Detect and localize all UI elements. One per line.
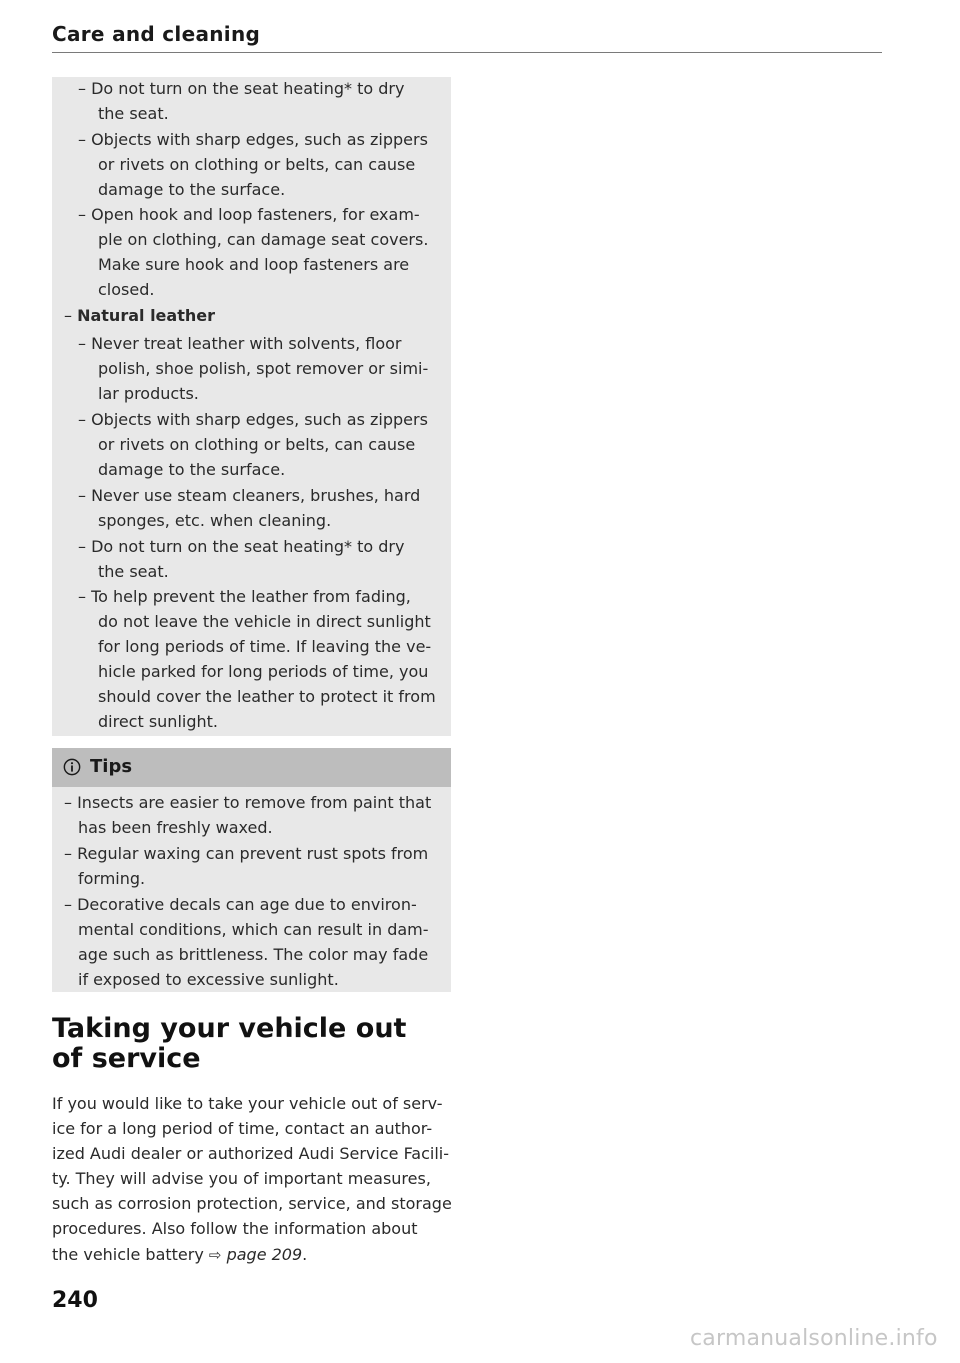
warning-line: the seat.: [98, 562, 169, 581]
info-icon: [63, 758, 81, 776]
warning-line: sponges, etc. when cleaning.: [98, 511, 332, 530]
arrow-right-icon: ⇨: [208, 1246, 222, 1264]
warning-line: lar products.: [98, 384, 199, 403]
tips-line: – Regular waxing can prevent rust spots from: [64, 844, 429, 863]
body-line: ized Audi dealer or authorized Audi Service Facili-: [52, 1144, 450, 1163]
warning-line: – Never use steam cleaners, brushes, hard: [78, 486, 421, 505]
warning-line: – Open hook and loop fasteners, for exam-: [78, 205, 420, 224]
tips-line: – Insects are easier to remove from paint that: [64, 793, 432, 812]
warning-line: polish, shoe polish, spot remover or simi-: [98, 359, 429, 378]
warning-line: – Never treat leather with solvents, floor: [78, 334, 402, 353]
body-text: the vehicle battery: [52, 1245, 209, 1264]
warning-line: – To help prevent the leather from fading,: [78, 587, 411, 606]
header-divider: [52, 52, 882, 53]
warning-box: [52, 77, 451, 736]
natural-leather-heading: [64, 306, 215, 326]
body-line: ice for a long period of time, contact an author-: [52, 1119, 433, 1138]
tips-line: if exposed to excessive sunlight.: [78, 970, 339, 989]
warning-line: damage to the surface.: [98, 180, 286, 199]
tips-line: – Decorative decals can age due to environ-: [64, 895, 417, 914]
body-line: procedures. Also follow the information about: [52, 1219, 418, 1238]
tips-box: [52, 748, 451, 992]
tips-line: forming.: [78, 869, 146, 888]
tips-header: [52, 748, 451, 787]
watermark: carmanualsonline.info: [690, 1326, 938, 1351]
section-title-line: Taking your vehicle out: [52, 1013, 407, 1044]
warning-line: closed.: [98, 280, 155, 299]
warning-line: direct sunlight.: [98, 712, 218, 731]
warning-line: ple on clothing, can damage seat covers.: [98, 230, 429, 249]
warning-line: – Do not turn on the seat heating* to dry: [78, 79, 405, 98]
body-line-with-ref: [52, 1245, 307, 1265]
warning-line: or rivets on clothing or belts, can cause: [98, 435, 416, 454]
warning-line: do not leave the vehicle in direct sunlight: [98, 612, 431, 631]
body-line: such as corrosion protection, service, and storage: [52, 1194, 452, 1213]
warning-line: hicle parked for long periods of time, you: [98, 662, 429, 681]
page-number: 240: [52, 1288, 98, 1313]
heading-text: Natural leather: [77, 306, 215, 325]
warning-line: – Objects with sharp edges, such as zippers: [78, 130, 428, 149]
tips-label: Tips: [90, 756, 133, 777]
body-line: ty. They will advise you of important measures,: [52, 1169, 431, 1188]
tips-line: mental conditions, which can result in dam-: [78, 920, 429, 939]
page-reference-link[interactable]: page 209: [226, 1245, 303, 1264]
warning-line: damage to the surface.: [98, 460, 286, 479]
body-text: .: [302, 1245, 308, 1264]
warning-line: or rivets on clothing or belts, can cause: [98, 155, 416, 174]
tips-line: has been freshly waxed.: [78, 818, 273, 837]
warning-line: for long periods of time. If leaving the ve-: [98, 637, 432, 656]
warning-line: the seat.: [98, 104, 169, 123]
heading-dash: –: [64, 306, 72, 325]
warning-line: – Do not turn on the seat heating* to dry: [78, 537, 405, 556]
page-header-title: Care and cleaning: [52, 22, 261, 46]
warning-line: Make sure hook and loop fasteners are: [98, 255, 410, 274]
warning-line: – Objects with sharp edges, such as zippers: [78, 410, 428, 429]
tips-line: age such as brittleness. The color may fade: [78, 945, 429, 964]
warning-line: should cover the leather to protect it from: [98, 687, 436, 706]
body-line: If you would like to take your vehicle out of serv-: [52, 1094, 443, 1113]
section-title-line: of service: [52, 1043, 201, 1074]
